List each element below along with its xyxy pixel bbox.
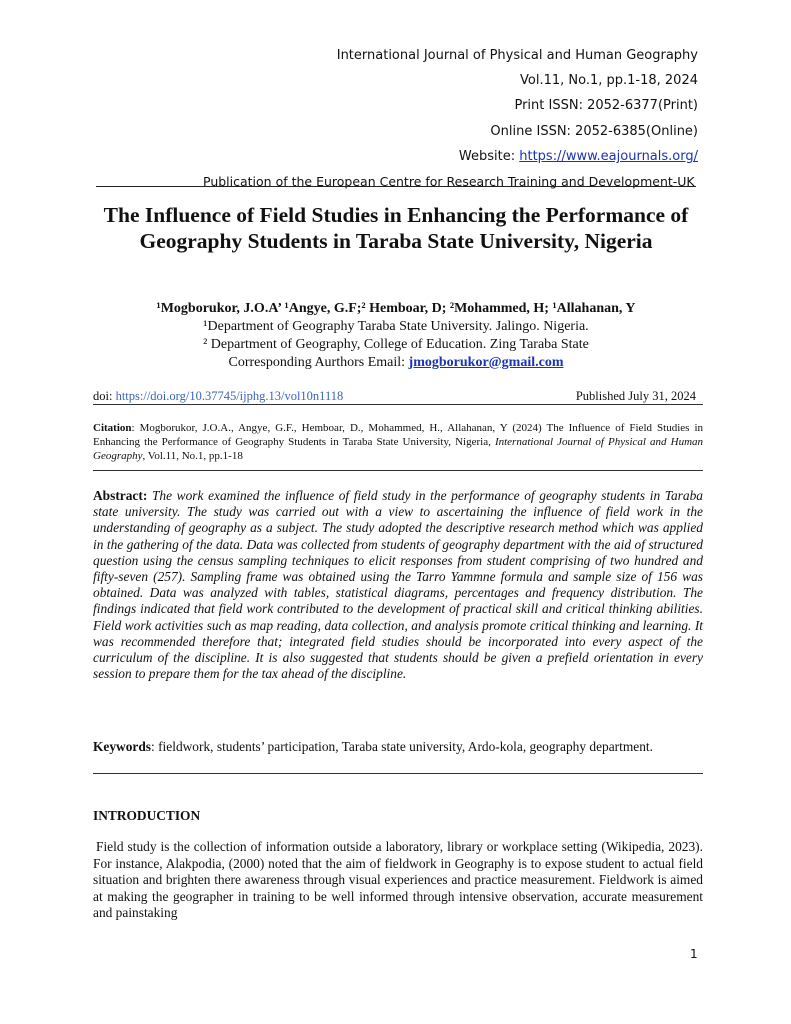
doi-label: doi:: [93, 389, 116, 403]
affiliation-2: ² Department of Geography, College of Education. Zing Taraba State: [203, 337, 589, 352]
website-label: Website:: [458, 149, 520, 164]
website-link[interactable]: https://www.eajournals.org/: [519, 149, 698, 164]
citation-label: Citation: [93, 422, 132, 434]
email-label: Corresponding Aurthors Email:: [228, 355, 409, 370]
corresponding-email-line: [96, 354, 696, 372]
abstract-divider: [93, 773, 703, 774]
doi-divider: [93, 404, 703, 405]
keywords-block: [93, 739, 703, 755]
affiliation-1: ¹Department of Geography Taraba State University. Jalingo. Nigeria.: [203, 319, 589, 334]
citation-tail: , Vol.11, No.1, pp.1-18: [142, 450, 243, 462]
citation-journal: International Journal of Physical and Human Geography: [93, 436, 704, 462]
published-date: Published July 31, 2024: [575, 389, 696, 403]
journal-website: [459, 149, 698, 165]
publisher-line: Publication of the European Centre for Research Training and Development-UK: [203, 174, 695, 189]
email-link[interactable]: jmogborukor@gmail.com: [408, 355, 564, 370]
abstract-block: [93, 488, 703, 682]
online-issn: Online ISSN: 2052-6385(Online): [490, 124, 698, 139]
doi-row: [93, 388, 696, 404]
header-divider: [96, 186, 696, 187]
keywords-text: : fieldwork, students’ participation, Taraba state university, Ardo-kola, geography department.: [151, 739, 653, 754]
journal-volume: Vol.11, No.1, pp.1-18, 2024: [520, 73, 698, 88]
print-issn: Print ISSN: 2052-6377(Print): [514, 98, 698, 113]
doi-link[interactable]: https://doi.org/10.37745/ijphg.13/vol10n1118: [115, 389, 344, 403]
introduction-paragraph: Field study is the collection of information outside a laboratory, library or workplace setting (Wikipedia, 2023). For instance, Alakpodia, (2000) noted that the aim of fieldwork in Geography is to expose student to actual field situation and brighten there awareness through visual experiences and practice measurement. Fieldwork is aimed at making the geographer in training to be well informed through intensive observation, accurate measurement and painstaking: [93, 839, 703, 920]
introduction-heading: INTRODUCTION: [93, 808, 201, 823]
citation-block: [93, 421, 703, 463]
abstract-text: The work examined the influence of field study in the performance of geography students in Taraba state university. The study was carried out with a view to ascertaining the influence of field work in the understanding of geography as a subject. The study adopted the descriptive research method which was applied in the gathering of the data. Data was collected from students of geography department with the aid of structured question using the census sampling techniques to elicit responses from student comprising of two hundred and fifty-seven (257). Sampling frame was obtained using the Tarro Yammne formula and sample size of 156 was obtained. Data was analyzed with tables, statistical diagrams, percentages and frequency distribution. The findings indicated that field work contributed to the development of practical skill and critical thinking abilities. Field work activities such as map reading, data collection, and analysis promote critical thinking and learning. It was recommended therefore that; integrated field studies should be incorporated into every aspect of the curriculum of the discipline. It is also suggested that students should be given a prefield orientation in every session to prepare them for the tax ahead of the discipline.: [93, 488, 703, 682]
page-number: 1: [690, 947, 698, 961]
journal-name: International Journal of Physical and Human Geography: [336, 48, 698, 63]
keywords-label: Keywords: [93, 739, 152, 754]
abstract-label: Abstract:: [93, 488, 148, 503]
citation-text: : Mogborukor, J.O.A., Angye, G.F., Hemboar, D., Mohammed, H., Allahanan, Y (2024) The Influence of Field Studies in Enhancing the Performance of Geography Students in Taraba State University, Nigeria,: [93, 422, 703, 448]
paper-title: The Influence of Field Studies in Enhancing the Performance of Geography Students in Taraba State University, Nigeria: [103, 203, 689, 253]
citation-divider: [93, 470, 703, 471]
author-list: ¹Mogborukor, J.O.A’ ¹Angye, G.F;² Hemboar, D; ²Mohammed, H; ¹Allahanan, Y: [156, 301, 636, 316]
